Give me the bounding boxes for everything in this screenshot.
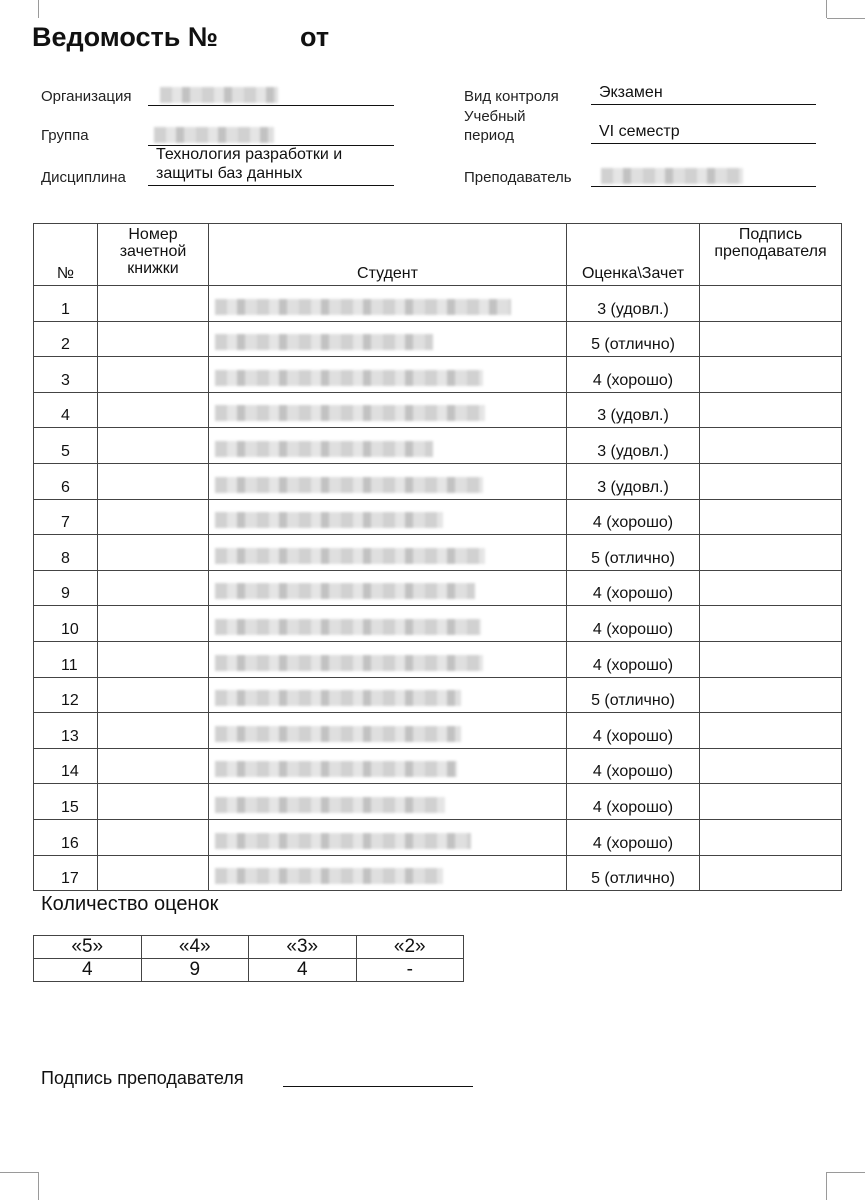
- row-number: 13: [34, 713, 98, 749]
- redacted-text: [215, 761, 457, 777]
- signature-cell: [700, 748, 842, 784]
- group-field: [148, 125, 394, 146]
- record-book-cell: [98, 819, 209, 855]
- record-book-cell: [98, 286, 209, 322]
- signature-cell: [700, 606, 842, 642]
- grade-cell: 4 (хорошо): [567, 570, 700, 606]
- student-cell: [209, 677, 567, 713]
- table-row: [34, 855, 842, 891]
- count-header: «4»: [141, 936, 249, 959]
- grade-cell: 4 (хорошо): [567, 499, 700, 535]
- redacted-text: [215, 690, 461, 706]
- student-cell: [209, 819, 567, 855]
- redacted-text: [215, 726, 461, 742]
- student-cell: [209, 357, 567, 393]
- redacted-text: [215, 512, 443, 528]
- grade-cell: 4 (хорошо): [567, 641, 700, 677]
- row-number: 7: [34, 499, 98, 535]
- row-number: 1: [34, 286, 98, 322]
- control-type-field: [591, 84, 816, 105]
- row-number: 14: [34, 748, 98, 784]
- signature-cell: [700, 535, 842, 571]
- record-book-cell: [98, 606, 209, 642]
- record-book-cell: [98, 570, 209, 606]
- redacted-text: [215, 405, 485, 421]
- student-cell: [209, 392, 567, 428]
- corner-mark: [0, 1172, 38, 1173]
- student-cell: [209, 641, 567, 677]
- redacted-text: [215, 299, 511, 315]
- grade-counts-table: [33, 935, 464, 982]
- discipline-label: Дисциплина: [41, 169, 126, 186]
- table-row: [34, 641, 842, 677]
- signature-line: [283, 1086, 473, 1087]
- record-book-cell: [98, 321, 209, 357]
- redacted-text: [215, 655, 483, 671]
- corner-mark: [826, 1172, 827, 1200]
- redacted-text: [160, 87, 278, 103]
- grade-cell: 5 (отлично): [567, 855, 700, 891]
- column-header-number: №: [34, 224, 98, 286]
- count-value: 4: [249, 959, 357, 982]
- record-book-cell: [98, 463, 209, 499]
- table-row: [34, 499, 842, 535]
- column-header-record-book: Номер зачетной книжки: [98, 224, 209, 286]
- row-number: 3: [34, 357, 98, 393]
- grade-cell: 5 (отлично): [567, 535, 700, 571]
- document-title: Ведомость №: [32, 22, 218, 52]
- signature-label: Подпись преподавателя: [41, 1068, 244, 1088]
- row-number: 16: [34, 819, 98, 855]
- student-cell: [209, 748, 567, 784]
- signature-cell: [700, 357, 842, 393]
- column-header-student: Студент: [209, 224, 567, 286]
- signature-cell: [700, 570, 842, 606]
- row-number: 17: [34, 855, 98, 891]
- organization-label: Организация: [41, 88, 132, 105]
- student-cell: [209, 855, 567, 891]
- student-cell: [209, 535, 567, 571]
- signature-cell: [700, 463, 842, 499]
- corner-mark: [827, 18, 865, 19]
- grade-cell: 4 (хорошо): [567, 713, 700, 749]
- grade-cell: 4 (хорошо): [567, 748, 700, 784]
- student-cell: [209, 463, 567, 499]
- row-number: 15: [34, 784, 98, 820]
- record-book-cell: [98, 641, 209, 677]
- column-header-signature: Подпись преподавателя: [700, 224, 842, 286]
- record-book-cell: [98, 392, 209, 428]
- table-row: [34, 784, 842, 820]
- table-row: [34, 819, 842, 855]
- redacted-text: [215, 334, 433, 350]
- grade-cell: 4 (хорошо): [567, 357, 700, 393]
- student-cell: [209, 713, 567, 749]
- signature-cell: [700, 855, 842, 891]
- signature-cell: [700, 677, 842, 713]
- student-cell: [209, 286, 567, 322]
- redacted-text: [215, 441, 433, 457]
- redacted-text: [215, 868, 443, 884]
- signature-cell: [700, 499, 842, 535]
- row-number: 2: [34, 321, 98, 357]
- row-number: 11: [34, 641, 98, 677]
- teacher-label: Преподаватель: [464, 169, 572, 186]
- discipline-value: Технология разработки и защиты баз данных: [156, 146, 343, 182]
- signature-cell: [700, 641, 842, 677]
- table-row: [34, 748, 842, 784]
- redacted-text: [215, 548, 485, 564]
- table-row: [34, 570, 842, 606]
- count-header: «2»: [356, 936, 464, 959]
- grades-table: [33, 223, 842, 891]
- group-label: Группа: [41, 127, 89, 144]
- grade-cell: 5 (отлично): [567, 321, 700, 357]
- corner-mark: [38, 0, 39, 18]
- table-row: [34, 713, 842, 749]
- table-row: [34, 321, 842, 357]
- corner-mark: [827, 1172, 865, 1173]
- grade-cell: 3 (удовл.): [567, 463, 700, 499]
- signature-cell: [700, 784, 842, 820]
- count-value: 9: [141, 959, 249, 982]
- corner-mark: [826, 0, 827, 18]
- grade-cell: 3 (удовл.): [567, 392, 700, 428]
- grade-cell: 3 (удовл.): [567, 286, 700, 322]
- count-header: «5»: [34, 936, 142, 959]
- row-number: 5: [34, 428, 98, 464]
- column-header-grade: Оценка\Зачет: [567, 224, 700, 286]
- period-field: [591, 123, 816, 144]
- student-cell: [209, 321, 567, 357]
- redacted-text: [215, 833, 471, 849]
- signature-cell: [700, 321, 842, 357]
- student-cell: [209, 499, 567, 535]
- table-row: [34, 286, 842, 322]
- record-book-cell: [98, 855, 209, 891]
- row-number: 8: [34, 535, 98, 571]
- grade-cell: 5 (отлично): [567, 677, 700, 713]
- record-book-cell: [98, 499, 209, 535]
- signature-cell: [700, 392, 842, 428]
- redacted-text: [215, 370, 483, 386]
- record-book-cell: [98, 357, 209, 393]
- period-value: VI семестр: [599, 123, 680, 140]
- student-cell: [209, 784, 567, 820]
- signature-cell: [700, 428, 842, 464]
- record-book-cell: [98, 535, 209, 571]
- student-cell: [209, 428, 567, 464]
- corner-mark: [38, 1172, 39, 1200]
- redacted-text: [215, 619, 481, 635]
- table-row: [34, 428, 842, 464]
- count-header: «3»: [249, 936, 357, 959]
- redacted-text: [215, 477, 483, 493]
- organization-field: [148, 85, 394, 106]
- count-value: 4: [34, 959, 142, 982]
- table-row: [34, 606, 842, 642]
- table-row: [34, 357, 842, 393]
- redacted-text: [601, 168, 743, 184]
- student-cell: [209, 570, 567, 606]
- discipline-field: [148, 147, 394, 186]
- table-row: [34, 392, 842, 428]
- record-book-cell: [98, 428, 209, 464]
- record-book-cell: [98, 748, 209, 784]
- redacted-text: [154, 127, 274, 143]
- grade-cell: 4 (хорошо): [567, 784, 700, 820]
- row-number: 12: [34, 677, 98, 713]
- table-row: [34, 463, 842, 499]
- grade-counts-title: Количество оценок: [41, 893, 219, 915]
- student-cell: [209, 606, 567, 642]
- signature-cell: [700, 819, 842, 855]
- period-label: Учебный период: [464, 108, 526, 144]
- row-number: 10: [34, 606, 98, 642]
- table-row: [34, 535, 842, 571]
- row-number: 6: [34, 463, 98, 499]
- row-number: 9: [34, 570, 98, 606]
- row-number: 4: [34, 392, 98, 428]
- grade-cell: 4 (хорошо): [567, 606, 700, 642]
- table-row: [34, 677, 842, 713]
- grade-cell: 4 (хорошо): [567, 819, 700, 855]
- control-type-value: Экзамен: [599, 84, 663, 101]
- record-book-cell: [98, 784, 209, 820]
- teacher-field: [591, 166, 816, 187]
- redacted-text: [215, 797, 445, 813]
- count-value: -: [356, 959, 464, 982]
- signature-cell: [700, 713, 842, 749]
- grade-cell: 3 (удовл.): [567, 428, 700, 464]
- record-book-cell: [98, 677, 209, 713]
- redacted-text: [215, 583, 475, 599]
- record-book-cell: [98, 713, 209, 749]
- signature-cell: [700, 286, 842, 322]
- document-date-label: от: [300, 22, 330, 52]
- control-type-label: Вид контроля: [464, 88, 559, 105]
